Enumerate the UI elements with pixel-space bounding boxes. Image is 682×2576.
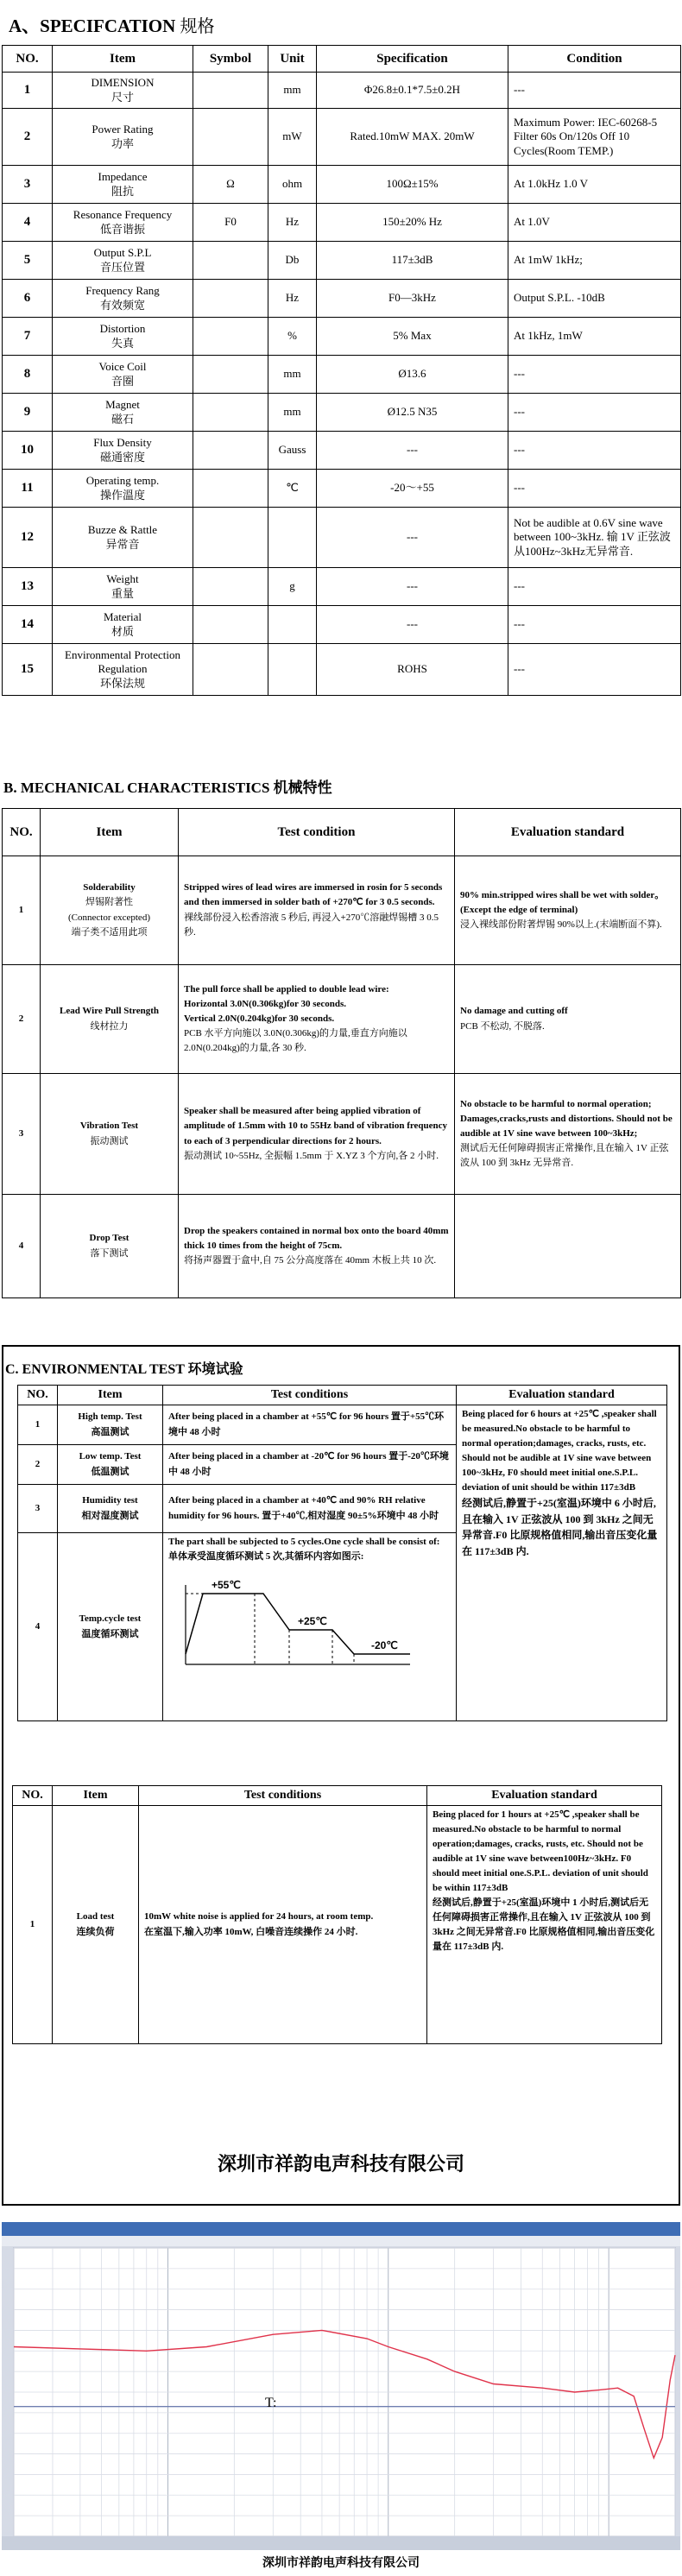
- row-unit: g: [268, 568, 317, 606]
- row-condition: At 1kHz, 1mW: [508, 318, 681, 356]
- table-row: [3, 318, 681, 356]
- row-item: Frequency Rang 有效频宽: [53, 280, 193, 318]
- row-no: 4: [18, 1533, 58, 1721]
- row-no: 1: [3, 73, 53, 109]
- row-unit: Db: [268, 242, 317, 280]
- row-specification: F0—3kHz: [317, 280, 508, 318]
- row-specification: ---: [317, 508, 508, 568]
- row-symbol: [193, 568, 268, 606]
- row-unit: ohm: [268, 166, 317, 204]
- row-symbol: [193, 606, 268, 644]
- row-specification: ---: [317, 568, 508, 606]
- row-no: 6: [3, 280, 53, 318]
- row-no: 1: [3, 856, 41, 965]
- row-specification: 150±20% Hz: [317, 204, 508, 242]
- row-item: Environmental Protection Regulation 环保法规: [53, 644, 193, 696]
- row-unit: mm: [268, 73, 317, 109]
- section-c-title: C. ENVIRONMENTAL TEST 环境试验: [5, 1362, 243, 1377]
- row-specification: 5% Max: [317, 318, 508, 356]
- row-unit: Hz: [268, 204, 317, 242]
- spec-header-row: [3, 46, 681, 73]
- row-no: 3: [3, 1074, 41, 1195]
- row-no: 3: [3, 166, 53, 204]
- row-no: 1: [18, 1405, 58, 1445]
- row-item: Drop Test 落下测试: [41, 1195, 179, 1298]
- row-item: Low temp. Test 低温测试: [58, 1445, 163, 1485]
- row-symbol: [193, 432, 268, 470]
- row-specification: Ø12.5 N35: [317, 394, 508, 432]
- row-symbol: F0: [193, 204, 268, 242]
- row-no: 12: [3, 508, 53, 568]
- company-name: 深圳市祥韵电声科技有限公司: [217, 2153, 464, 2175]
- table-row: [3, 166, 681, 204]
- row-no: 13: [3, 568, 53, 606]
- row-evaluation: 90% min.stripped wires shall be wet with solder。(Except the edge of terminal) 浸入裸线部份附著焊锡 90%以上.(末端断面不算).: [455, 856, 681, 965]
- row-condition: ---: [508, 394, 681, 432]
- row-evaluation: Being placed for 1 hours at +25℃ ,speaker shall be measured.No obstacle to be harmful to normal operation;damages, cracks, rusts, etc. Should not be audible at 1V sine wave between100Hz~3kHz. F0 should meet initial one.S.P.L. deviation of unit should be within 117±3dB 经测试后,静置于+25(室温)环境中 1 小时后,测试后无任何障碍损害正常操作,且在输入 1V 正弦波从 100 到 3kHz 之间无异常音.F0 比原规格值相同,输出音压变化量在 117±3dB 内.: [427, 1806, 662, 2044]
- row-no: 8: [3, 356, 53, 394]
- table-row: [3, 508, 681, 568]
- load-header-row: [13, 1786, 662, 1806]
- row-symbol: [193, 318, 268, 356]
- col-symbol: Symbol: [193, 46, 268, 73]
- row-condition: The part shall be subjected to 5 cycles.One cycle shall be consist of: 单体承受温度循环测试 5 次,其循环内容如图示: +55℃ +25℃ -20℃: [163, 1533, 457, 1721]
- row-unit: %: [268, 318, 317, 356]
- load-col-item: Item: [53, 1786, 139, 1806]
- row-no: 1: [13, 1806, 53, 2044]
- row-no: 2: [3, 109, 53, 166]
- row-item: Resonance Frequency 低音谐振: [53, 204, 193, 242]
- row-symbol: [193, 508, 268, 568]
- row-evaluation: No damage and cutting off PCB 不松动, 不脱落.: [455, 965, 681, 1074]
- row-unit: mm: [268, 394, 317, 432]
- row-item: Humidity test 相对湿度测试: [58, 1485, 163, 1533]
- row-condition: ---: [508, 73, 681, 109]
- row-no: 15: [3, 644, 53, 696]
- row-no: 3: [18, 1485, 58, 1533]
- row-symbol: [193, 109, 268, 166]
- table-row: [3, 280, 681, 318]
- chart-status-bar: [2, 2536, 680, 2550]
- row-condition: Not be audible at 0.6V sine wave between 100~3kHz. 输 1V 正弦波从100Hz~3kHz无异常音.: [508, 508, 681, 568]
- row-condition: ---: [508, 606, 681, 644]
- row-item: Power Rating 功率: [53, 109, 193, 166]
- table-row: [3, 568, 681, 606]
- row-condition: At 1.0V: [508, 204, 681, 242]
- row-symbol: Ω: [193, 166, 268, 204]
- row-condition: Speaker shall be measured after being applied vibration of amplitude of 1.5mm with 10 to 55Hz band of vibration frequency to each of 3 perpendicular directions for 2 hours. 振动测试 10~55Hz, 全振幅 1.5mm 于 X.YZ 3 个方向,各 2 小时.: [179, 1074, 455, 1195]
- table-row: [18, 1405, 667, 1445]
- row-condition: ---: [508, 568, 681, 606]
- row-item: Vibration Test 振动测试: [41, 1074, 179, 1195]
- load-test-table: [12, 1785, 662, 2044]
- row-condition: Stripped wires of lead wires are immersed in rosin for 5 seconds and then immersed in solder bath of +270℃ for 3 0.5 seconds. 裸线部份浸入松香溶液 5 秒后, 再浸入+270℃溶融焊锡槽 3 0.5 秒.: [179, 856, 455, 965]
- row-evaluation: [455, 1195, 681, 1298]
- table-row: [13, 1806, 662, 2044]
- mech-header-row: [3, 809, 681, 856]
- row-condition: ---: [508, 470, 681, 508]
- row-symbol: [193, 470, 268, 508]
- col-condition: Condition: [508, 46, 681, 73]
- col-no: NO.: [3, 46, 53, 73]
- row-unit: Gauss: [268, 432, 317, 470]
- environmental-table: [17, 1385, 667, 1721]
- row-symbol: [193, 73, 268, 109]
- row-item: Solderability 焊锡附著性 (Connector excepted) 端子类不适用此项: [41, 856, 179, 965]
- table-row: [3, 644, 681, 696]
- row-no: 4: [3, 204, 53, 242]
- row-no: 10: [3, 432, 53, 470]
- row-item: Magnet 磁石: [53, 394, 193, 432]
- row-symbol: [193, 394, 268, 432]
- load-col-conditions: Test conditions: [139, 1786, 427, 1806]
- env-evaluation: Being placed for 6 hours at +25℃ ,speaker shall be measured.No obstacle to be harmful to normal operation;damages, cracks, rusts, etc. Should not be audible at 1V sine wave between 100~3kHz, F0 should meet initial one.S.P.L. deviation of unit should be within 117±3dB 经测试后,静置于+25(室温)环境中 6 小时后,且在输入 1V 正弦波从 100 到 3kHz 之间无异常音.F0 比原规格值相同,输出音压变化量在 117±3dB 内.: [457, 1405, 667, 1721]
- row-item: Temp.cycle test 温度循环测试: [58, 1533, 163, 1721]
- row-specification: ---: [317, 606, 508, 644]
- row-evaluation: No obstacle to be harmful to normal operation; Damages,cracks,rusts and distortions. Should not be audible at 1V sine wave between 100~3kHz; 测试后无任何障碍损害正常操作,且在输入 1V 正弦波从 100 到 3kHz 无异常音.: [455, 1074, 681, 1195]
- row-specification: ---: [317, 432, 508, 470]
- row-item: Lead Wire Pull Strength 线材拉力: [41, 965, 179, 1074]
- mechanical-table: [2, 808, 681, 1298]
- row-item: Operating temp. 操作溫度: [53, 470, 193, 508]
- row-condition: At 1.0kHz 1.0 V: [508, 166, 681, 204]
- env-col-conditions: Test conditions: [163, 1386, 457, 1405]
- table-row: [3, 965, 681, 1074]
- row-symbol: [193, 644, 268, 696]
- env-col-item: Item: [58, 1386, 163, 1405]
- mechanical-table-wrap: [2, 808, 680, 1361]
- row-unit: [268, 508, 317, 568]
- row-condition: At 1mW 1kHz;: [508, 242, 681, 280]
- row-unit: [268, 644, 317, 696]
- row-condition: Maximum Power: IEC-60268-5 Filter 60s On/120s Off 10 Cycles(Room TEMP.): [508, 109, 681, 166]
- row-specification: Rated.10mW MAX. 20mW: [317, 109, 508, 166]
- row-unit: ℃: [268, 470, 317, 508]
- env-col-evaluation: Evaluation standard: [457, 1386, 667, 1405]
- table-row: [3, 1074, 681, 1195]
- chart-title-bar: [2, 2222, 680, 2236]
- diagram-label-minus20: -20℃: [371, 1639, 398, 1652]
- row-specification: Φ26.8±0.1*7.5±0.2H: [317, 73, 508, 109]
- footer-company: 深圳市祥韵电声科技有限公司: [262, 2557, 420, 2570]
- mech-col-item: Item: [41, 809, 179, 856]
- row-item: Load test 连续负荷: [53, 1806, 139, 2044]
- frequency-response-chart: [2, 2222, 680, 2550]
- row-specification: 100Ω±15%: [317, 166, 508, 204]
- row-item: Weight 重量: [53, 568, 193, 606]
- row-condition: After being placed in a chamber at -20℃ for 96 hours 置于-20℃环境中 48 小时: [163, 1445, 457, 1485]
- mech-col-condition: Test condition: [179, 809, 455, 856]
- table-row: [3, 856, 681, 965]
- row-unit: mW: [268, 109, 317, 166]
- row-item: Flux Density 磁通密度: [53, 432, 193, 470]
- row-item: DIMENSION 尺寸: [53, 73, 193, 109]
- row-symbol: [193, 242, 268, 280]
- table-row: [3, 432, 681, 470]
- row-specification: ROHS: [317, 644, 508, 696]
- row-no: 2: [18, 1445, 58, 1485]
- temp-cycle-diagram: [168, 1568, 427, 1671]
- spec-table: [2, 45, 681, 696]
- row-condition: 10mW white noise is applied for 24 hours, at room temp. 在室温下,输入功率 10mW, 白噪音连续操作 24 小时.: [139, 1806, 427, 2044]
- row-no: 7: [3, 318, 53, 356]
- table-row: [3, 394, 681, 432]
- row-item: Output S.P.L 音压位置: [53, 242, 193, 280]
- load-col-evaluation: Evaluation standard: [427, 1786, 662, 1806]
- mech-col-no: NO.: [3, 809, 41, 856]
- row-condition: Drop the speakers contained in normal box onto the board 40mm thick 10 times from the height of 75cm. 将扬声器置于盒中,自 75 公分高度落在 40mm 木板上共 10 次.: [179, 1195, 455, 1298]
- col-item: Item: [53, 46, 193, 73]
- table-row: [3, 109, 681, 166]
- row-condition: ---: [508, 644, 681, 696]
- row-specification: Ø13.6: [317, 356, 508, 394]
- table-row: [3, 242, 681, 280]
- table-row: [3, 73, 681, 109]
- row-condition: Output S.P.L. -10dB: [508, 280, 681, 318]
- row-item: High temp. Test 高温测试: [58, 1405, 163, 1445]
- row-condition: After being placed in a chamber at +55℃ for 96 hours 置于+55℃环境中 48 小时: [163, 1405, 457, 1445]
- row-symbol: [193, 280, 268, 318]
- diagram-label-25: +25℃: [298, 1615, 327, 1628]
- table-row: [3, 356, 681, 394]
- table-row: [3, 204, 681, 242]
- load-col-no: NO.: [13, 1786, 53, 1806]
- row-specification: 117±3dB: [317, 242, 508, 280]
- row-no: 4: [3, 1195, 41, 1298]
- row-unit: mm: [268, 356, 317, 394]
- row-condition: ---: [508, 356, 681, 394]
- chart-toolbar: [2, 2236, 680, 2246]
- row-no: 5: [3, 242, 53, 280]
- row-no: 2: [3, 965, 41, 1074]
- row-symbol: [193, 356, 268, 394]
- env-header-row: [18, 1386, 667, 1405]
- row-no: 14: [3, 606, 53, 644]
- row-no: 11: [3, 470, 53, 508]
- diagram-label-55: +55℃: [212, 1579, 241, 1592]
- row-item: Material 材质: [53, 606, 193, 644]
- row-item: Impedance 阻抗: [53, 166, 193, 204]
- row-item: Buzze & Rattle 异常音: [53, 508, 193, 568]
- row-unit: Hz: [268, 280, 317, 318]
- table-row: [3, 606, 681, 644]
- chart-annotation: T:: [265, 2396, 277, 2410]
- row-no: 9: [3, 394, 53, 432]
- row-item: Voice Coil 音圈: [53, 356, 193, 394]
- table-row: [3, 1195, 681, 1298]
- row-condition: ---: [508, 432, 681, 470]
- row-unit: [268, 606, 317, 644]
- env-col-no: NO.: [18, 1386, 58, 1405]
- col-unit: Unit: [268, 46, 317, 73]
- col-specification: Specification: [317, 46, 508, 73]
- row-condition: After being placed in a chamber at +40℃ and 90% RH relative humidity for 96 hours. 置于+40℃,相对湿度 90±5%环境中 48 小时: [163, 1485, 457, 1533]
- table-row: [3, 470, 681, 508]
- section-b-title: B. MECHANICAL CHARACTERISTICS 机械特性: [3, 780, 332, 796]
- row-specification: -20～+55: [317, 470, 508, 508]
- mech-col-evaluation: Evaluation standard: [455, 809, 681, 856]
- section-a-title: A、SPECIFCATION 规格: [9, 16, 215, 36]
- row-item: Distortion 失真: [53, 318, 193, 356]
- row-condition: The pull force shall be applied to double lead wire: Horizontal 3.0N(0.306kg)for 30 seconds. Vertical 2.0N(0.204kg)for 30 seconds. PCB 水平方向施以 3.0N(0.306kg)的力量,垂直方向施以 2.0N(0.204kg)的力量,各 30 秒.: [179, 965, 455, 1074]
